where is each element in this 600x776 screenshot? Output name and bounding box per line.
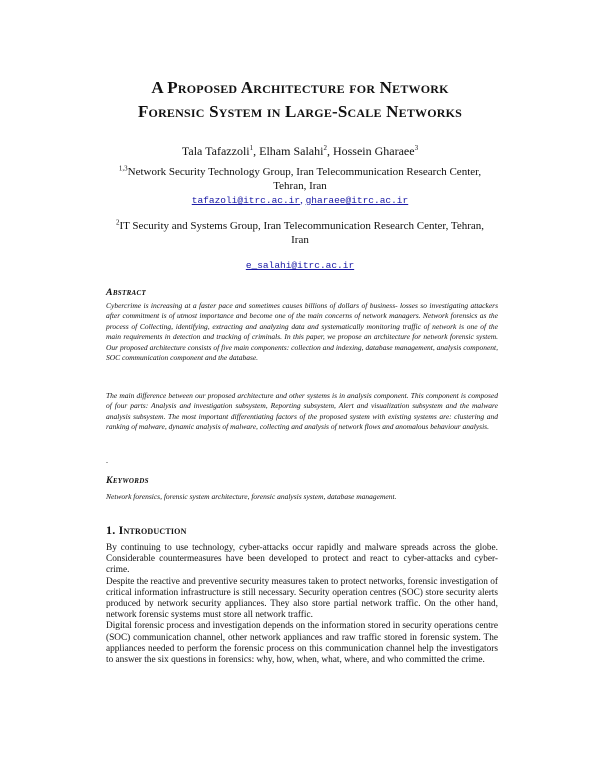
intro-paragraph-2: Despite the reactive and preventive security measures taken to protect networks, forensic investigation of critical information infrastructure is still necessary. Security operation centres (SOC) store security alerts produced by network security appliances. They also store partial network traffic. On the other hand, network forensic systems must store all network traffic.	[106, 576, 498, 621]
intro-paragraph-3: Digital forensic process and investigation depends on the information stored in security operations centre (SOC) communication channel, other network appliances and raw traffic stored in forensic system. The appliances needed to perform the forensic process on this communication channel help the investigators to answer the six questions in forensics: why, how, when, what, where, and who committed the crime.	[106, 621, 498, 666]
author-1-sup: 1	[249, 144, 254, 152]
affil-2-sup: 2	[115, 218, 120, 227]
affil-1-line-2: Tehran, Iran	[273, 180, 327, 192]
paper-title	[60, 76, 540, 124]
email-link-gharaee[interactable]: gharaee@itrc.ac.ir	[305, 195, 409, 206]
introduction-body	[106, 543, 498, 666]
affil-1-sup: 1,3	[118, 164, 128, 173]
author-2: Elham Salahi	[259, 144, 324, 158]
affil-2-line-1: IT Security and Systems Group, Iran Telecommunication Research Center, Tehran,	[119, 220, 485, 232]
title-line-1: A Proposed Architecture for Network	[151, 78, 449, 97]
affil-1-line-1: Network Security Technology Group, Iran Telecommunication Research Center,	[127, 166, 482, 178]
author-1: Tala Tafazzoli	[181, 144, 250, 158]
email-link-salahi[interactable]: e_salahi@itrc.ac.ir	[245, 260, 355, 271]
author-3: Hossein Gharaee	[332, 144, 415, 158]
affiliation-2-email	[100, 258, 500, 273]
affiliation-1: $^{1,3}$Network Security Technology Group, Iran Telecommunication Research Center, Tehran, Iran tafazoli@itrc.ac.ir, gharaee@itrc.ac.ir	[100, 165, 500, 208]
section-1-heading: 1. Introduction	[106, 523, 187, 537]
keywords-heading: Keywords	[106, 475, 149, 486]
stray-dot: .	[106, 456, 108, 465]
affil-2-line-2: Iran	[291, 234, 309, 246]
intro-paragraph-1: By continuing to use technology, cyber-attacks occur rapidly and malware spreads across the globe. Considerable countermeasures have been developed to protect and react to cyber-attacks and cyber-crime.	[106, 543, 498, 576]
email-link-tafazoli[interactable]: tafazoli@itrc.ac.ir	[191, 195, 301, 206]
keywords-text: Network forensics, forensic system architecture, forensic analysis system, database management.	[106, 492, 397, 501]
author-list: Tala Tafazzoli$^1$, Elham Salahi$^2$, Hossein Gharaee$^3$	[181, 144, 419, 158]
abstract-paragraph-2: The main difference between our proposed architecture and other systems is in analysis component. This component is composed of four parts: Analysis and investigation subsystem, Reporting subsystem, Alert and visualization subsystem and the malware analysis subsystem. The most important differentiating factors of the proposed system with existing systems are: clustering and ranking of malware, dynamic analysis of malware, collecting and analysis of network flows and anomalous behaviour analysis.	[106, 391, 498, 432]
title-line-2: Forensic System in Large-Scale Networks	[137, 102, 463, 121]
abstract-heading: Abstract	[106, 287, 147, 298]
affiliation-2	[100, 219, 500, 247]
abstract-paragraph-1: Cybercrime is increasing at a faster pace and sometimes causes billions of dollars of business- losses so investigating attackers after commitment is of utmost importance and become one of the main concerns of network managers. Network forensics as the process of Collecting, identifying, extracting and analyzing data and systematically monitoring traffic of network is one of the main requirements in detection and tracking of criminals. In this paper, we propose an architecture for network forensic system. Our proposed architecture consists of five main components: collection and indexing, database management, analysis component, SOC communication component and the database.	[106, 301, 498, 363]
author-2-sup: 2	[323, 144, 327, 152]
author-3-sup: 3	[414, 144, 419, 152]
